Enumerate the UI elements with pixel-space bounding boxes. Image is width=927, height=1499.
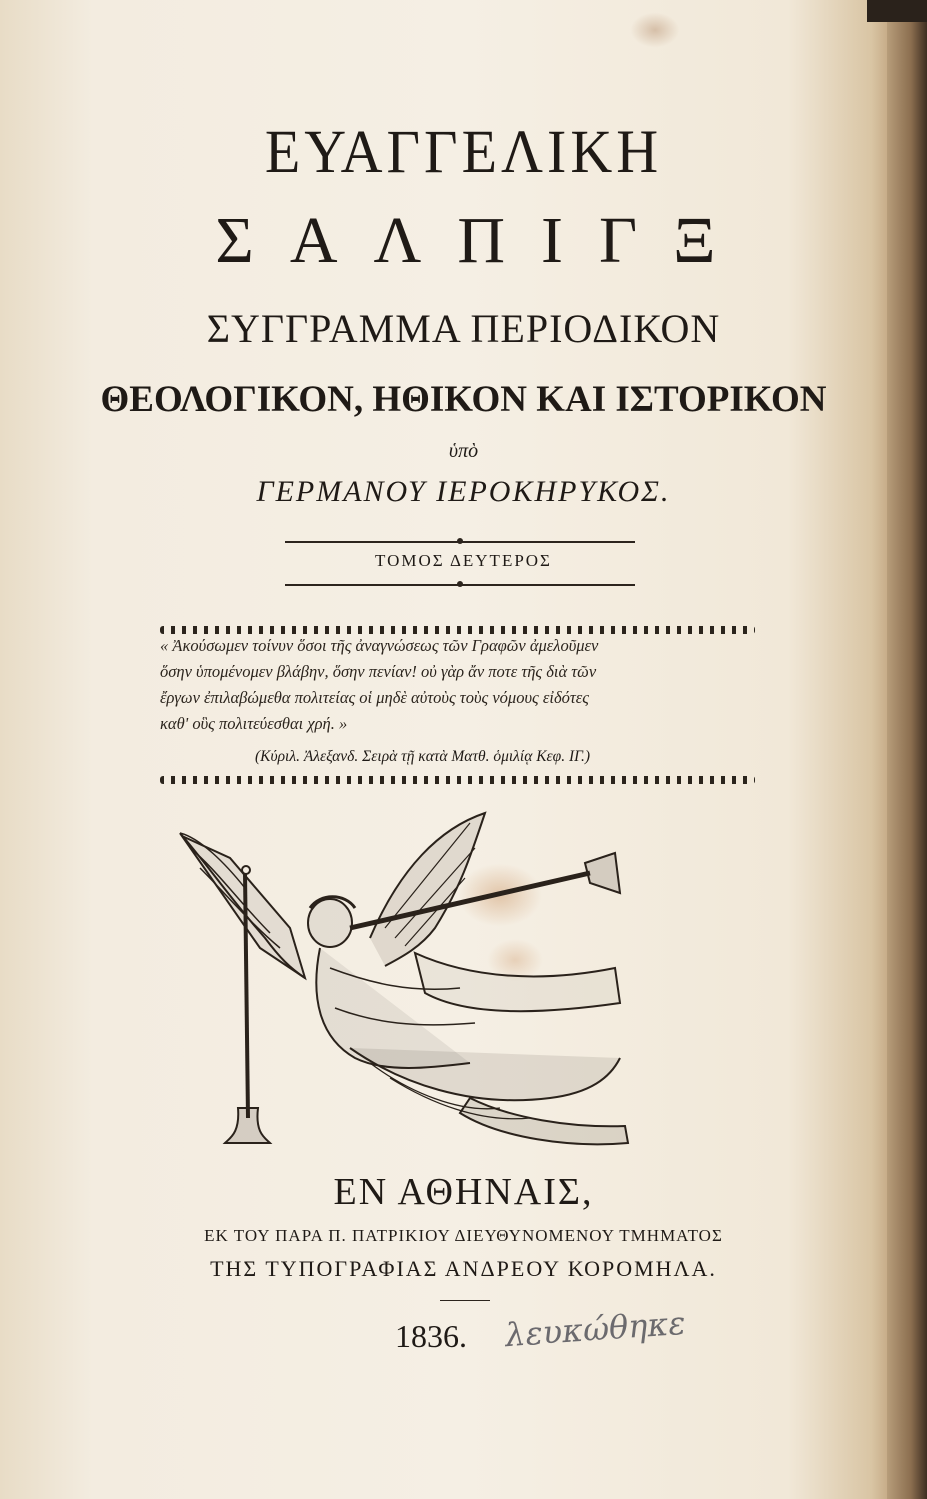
subtitle-line2: ΘΕΟΛΟΓΙΚΟΝ, ΗΘΙΚΟΝ ΚΑΙ ΙΣΤΟΡΙΚΟΝ (100, 379, 827, 420)
imprint-place: ΕΝ ΑΘΗΝΑΙΣ, (333, 1171, 594, 1213)
imprint-divider (440, 1300, 490, 1301)
epigraph-line: καθ' οὓς πολιτεύεσθαι χρή. » (160, 714, 348, 733)
byline-prefix: ὑπὸ (448, 440, 479, 462)
epigraph-line: « Ἀκούσωμεν τοίνυν ὅσοι τῆς ἀναγνώσεως τῶν Γραφῶν ἀμελοῦμεν (160, 636, 599, 655)
main-title-line1: ΕΥΑΓΓΕΛΙΚΗ (264, 117, 663, 186)
rule-ornament-bottom (457, 581, 463, 587)
epigraph (160, 633, 760, 737)
imprint-press-line1: ΕΚ ΤΟΥ ΠΑΡΑ Π. ΠΑΤΡΙΚΙΟΥ ΔΙΕΥΘΥΝΟΜΕΝΟΥ ΤΜΗΜΑΤΟΣ (204, 1226, 723, 1245)
binding-edge (867, 0, 927, 22)
subtitle-line1: ΣΥΓΓΡΑΜΜΑ ΠΕΡΙΟΔΙΚΟΝ (206, 306, 721, 351)
volume-label: ΤΟΜΟΣ ΔΕΥΤΕΡΟΣ (375, 551, 552, 570)
handwritten-note: λευκώθηκε (503, 1303, 687, 1355)
main-title-line2: ΣΑΛΠΙΓΞ (215, 204, 752, 277)
rule-ornament-top (457, 538, 463, 544)
publication-year: 1836. (395, 1318, 467, 1354)
epigraph-line: ἔργων ἐπιλαβώμεθα πολιτείας οἱ μηδὲ αὐτοὺς τοὺς νόμους εἰδότες (160, 688, 589, 707)
imprint-press-line2: ΤΗΣ ΤΥΠΟΓΡΑΦΙΑΣ ΑΝΔΡΕΟΥ ΚΟΡΟΜΗΛΑ. (210, 1256, 717, 1281)
angel-trumpet-icon (170, 808, 650, 1153)
author-name: ΓΕΡΜΑΝΟΥ ΙΕΡΟΚΗΡΥΚΟΣ. (256, 475, 671, 508)
epigraph-line: ὅσην ὑπομένομεν βλάβην, ὅσην πενίαν! οὐ γὰρ ἄν ποτε τῆς διὰ τῶν (160, 662, 597, 681)
epigraph-citation: (Κύριλ. Ἀλεξανδ. Σειρὰ τῇ κατὰ Ματθ. ὁμιλίᾳ Κεφ. ΙΓ.) (255, 748, 591, 765)
dotted-border-bottom (160, 776, 755, 784)
